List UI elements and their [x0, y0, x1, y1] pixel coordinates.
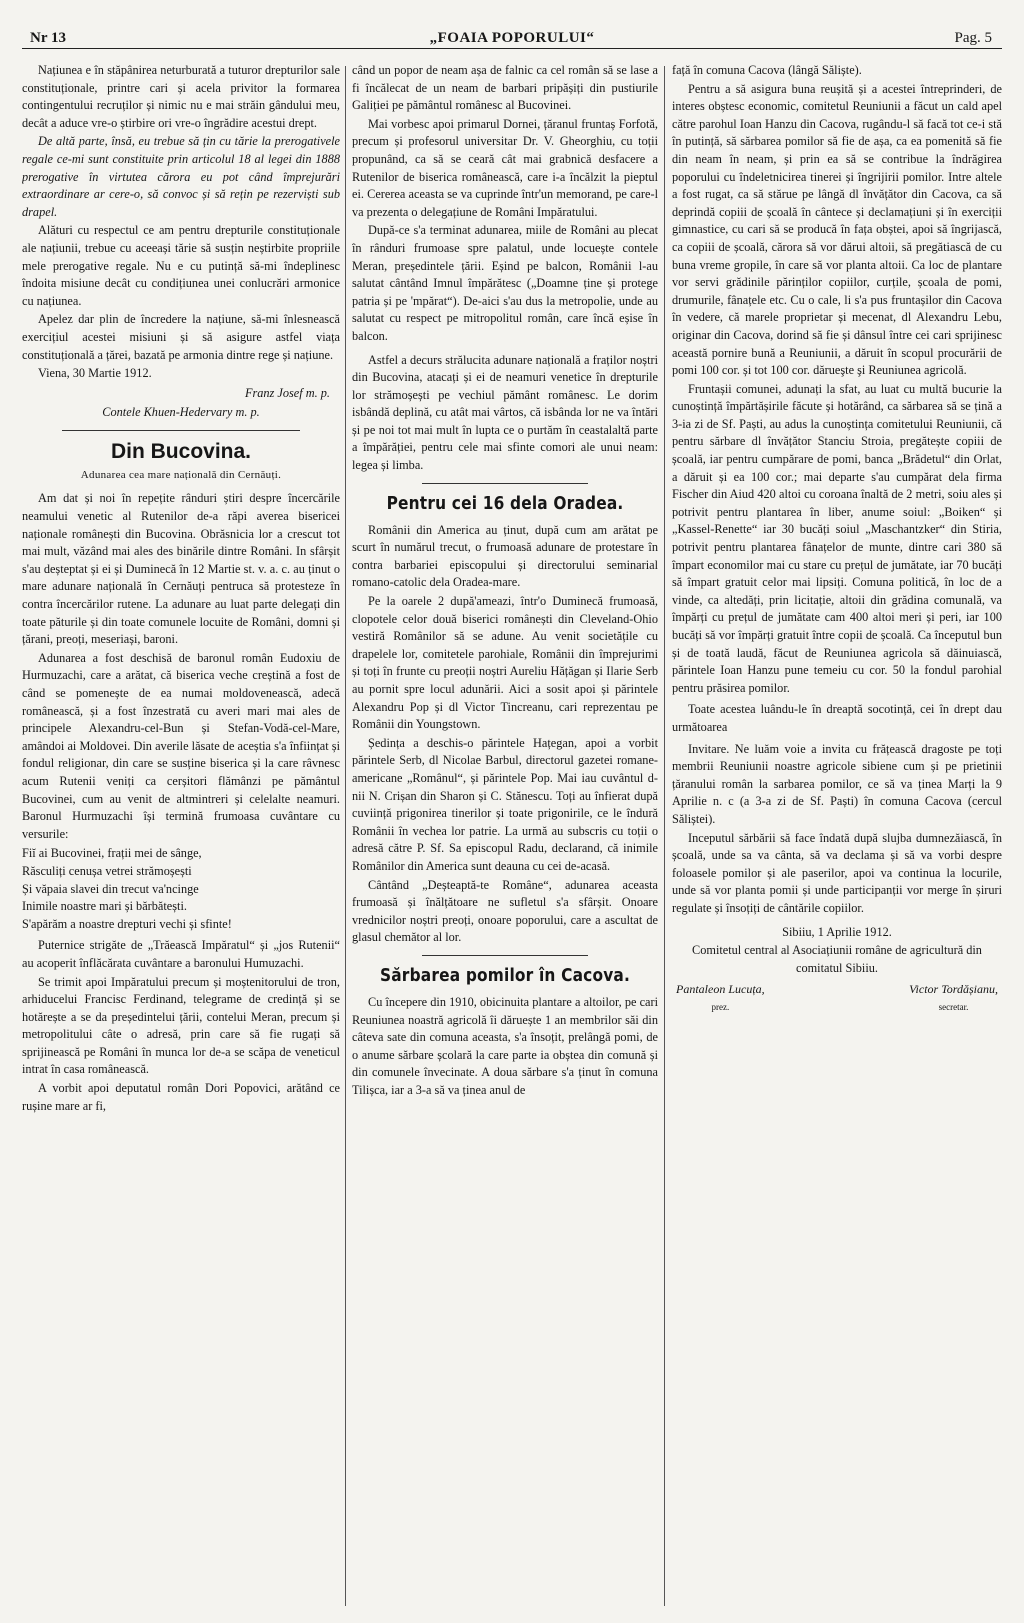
paragraph: Toate acestea luându-le în dreaptă socotință, cei în drept dau următoarea — [672, 702, 1002, 734]
verse-line: Fiĭ ai Bucovinei, frații mei de sânge, — [22, 846, 202, 861]
secretary-name: Victor Tordășianu, — [909, 982, 998, 997]
column-rule-1 — [345, 66, 346, 1606]
column-1 — [22, 62, 340, 1610]
verse-line: S'apărăm a noastre drepturi vechi și sfinte! — [22, 916, 232, 931]
paragraph: Puternice strigăte de „Trăească Impăratul“ și „jos Rutenii“ au acoperit înflăcărata cuvântare a baronului Humuzachi. — [22, 938, 340, 970]
paragraph: Ședința a deschis-o părintele Hațegan, apoi a vorbit părintele Serb, dl Nicolae Barbul, directorul gazetei romane-americane „Românul“, și părintele Pop. Mai iau cuvântul d-nii N. Crișan din Sharon și C. Stănescu. Toți au înfierat după cuviință prigonirea tinerilor și toate prigonirile, ce le îndură Românii în vechea lor patrie. La urmă au subscris cu toții o adresă către P. Sf. Sa episcopul Radu, declarand, că inimile Românilor din America sunt deauna cu cei de-acasă. — [352, 735, 658, 873]
column-3 — [672, 62, 1002, 1610]
paragraph: Invitare. Ne luăm voie a invita cu frățească dragoste pe toți membrii Reuniunii noastre agricole sibiene cum și pe prietinii țăranului român la sarbarea pomilor, ce să va ținea Marți la 9 Aprilie n. c (a 3-a zi de Sf. Paști) în comuna Cacova (cercul Săliștei). — [672, 741, 1002, 826]
column-rule-2 — [664, 66, 665, 1606]
signature-secretary — [909, 981, 998, 1016]
divider — [422, 955, 588, 956]
article-title-bucovina: Din Bucovina. — [110, 439, 252, 463]
column-2 — [352, 62, 658, 1610]
secretary-title: secretar. — [938, 1001, 969, 1012]
paragraph: Mai vorbesc apoi primarul Dornei, țăranul fruntaș Forfotă, precum și profesorul universitar Dr. V. Gheorghiu, cu toții propunând, ca să se ceară cât mai grabnică desfacere a Rutenilor de biserica românească, care i-a încălzit la pieptul ei. Cererea aceasta se va cuprinde într'un memorand, pe care-l va prezenta o delegațiune de Români Impăratului. — [352, 116, 658, 219]
article-subtitle-bucovina: Adunarea cea mare națională din Cernăuți. — [80, 468, 282, 481]
signature-emperor: Franz Josef m. p. — [244, 385, 330, 400]
paragraph: Am dat și noi în repețite rânduri știri despre încercările neamului venetic al Rutenilor de-a răpi averea bisericei naționale românești din Bucovina. Obrăsnicia lor a crescut tot mai mult, văzând mai ales des binările dintre Români. In sfârșit s'au deșteptat și ei și Duminecă în 12 Martie st. v. a. c. au ținut o mare adunare națională în Cernăuți pentruca să protesteze în contra încercărilor rutene. La adunare au luat parte delegați din toate păturile și din toate comunele locuite de Români, domni și țărani, preoți, meseriași, baroni. — [22, 491, 340, 647]
signature-count: Contele Khuen-Hedervary m. p. — [102, 405, 260, 420]
page-number: Pag. 5 — [954, 30, 992, 46]
paragraph: Cântând „Deșteaptă-te Române“, adunarea aceasta frumoasă și înălțătoare ne sufletul s'a sfârșit. Onoare vrednicilor noștri preoți, onoare poporului, care a ascultat de glasul chemător al lor. — [352, 877, 658, 945]
divider — [62, 430, 300, 431]
paragraph: Pe la oarele 2 după'ameazi, într'o Duminecă frumoasă, clopotele celor două biserici românești din Cleveland-Ohio vestiră Românilor să se adune. Au venit societățile cu drapelele lor, comitetele parohiale, Românii din împrejurimi și toți în frunte cu preoții noștri Aureliu Hățăgan și Ilarie Serb au pornit spre locul adunării. Aici a sosit apoi și părintele Alexandru Pop și dl Victor Tincreanu, cari reprezentau pe Românii din Youngstown. — [352, 594, 658, 732]
verse-line: Răsculiți cenușa vetrei strămoșești — [22, 863, 192, 878]
paragraph: Astfel a decurs strălucita adunare națională a fraților noștri din Bucovina, atacați și ei de neamuri venetice în drepturile lor strămoșești pe vechiul pământ românesc. Le dorim isbândă deplină, cu atât mai vârtos, că isbânda lor ne va întări și pe noi tot mai mult în lupta ce o purtăm în ceastalaltă parte a împărăției, pentru cele mai sfinte comori ale unui neam: legea și limba. — [352, 352, 658, 473]
signature-president — [676, 981, 765, 1016]
paragraph: După-ce s'a terminat adunarea, miile de Români au plecat în rânduri frumoase spre palatul, unde locuește contele Meran, președintele țării. Eșind pe balcon, Românii l-au salutat cântând Imnul împărătesc („Doamne ține și protege patria și pe 'mpărat“). De-aici s'au dus la metropolie, unde au salutat cu respect pe mitropolitul român, care încă eșise în balcon. — [352, 223, 658, 343]
article-title-oradea: Pentru cei 16 dela Oradea. — [386, 493, 624, 514]
paragraph: De altă parte, însă, eu trebue să țin cu tărie la prerogativele regale ce-mi sunt constituite prin articolul 18 al legei din 1888 prerogative în virtutea cărora eu pot când împrejurări extraordinare ar cere-o, să convoc și să rețin pe rezerviști sub drapel. — [22, 134, 340, 219]
paragraph: Se trimit apoi Impăratului precum și moștenitorului de tron, arhiducelui Francisc Ferdinand, telegrame de credință și se hotărește a se da președintelui țării, contelui Meran, precum și metropolitului câte o adresă, prin care să fie rugați să sprijinească pe Români în munca lor de-a se scăpa de veneticul intrat în casa românească. — [22, 974, 340, 1077]
president-title: prez. — [711, 1001, 730, 1012]
paragraph: Pentru a să asigura buna reușită și a acestei întreprinderi, de interes obștesc economic, comitetul Reuniunii a făcut un cald apel către parohul Ioan Hanzu din Cacova, rugându-l să facă tot ce-i stă în putință, să sărbarea pomilor să fie de așa, ca ea pomenită să fie din neam în neam, și prin ea să se contribue la îndrăgirea poporului cu îndeletnicirea tinerei și îngrijirii pomilor. Intre altele a fost rugat, ca să stărue pe lângă dl învățător din Cacova, ca să deprindă copiii de școală în cântece și declamațiuni și în exerciții gimnastice, cu cari să se producă în fața obștei, apoi să îngrijască, ca copiii de școală, cărora să vor dărui altoii, să pregătiască de cu buna vreme gropile, în care să vor planta altoii. Ca loc de plantare vor servi grădinile părinților copiilor, curțile, școala de pomi, drumurile, fânațele etc. Cu o cale, li s'a pus fruntașilor din Cacova în vedere, că marele proprietar și mecenat, dl Alexandru Lebu, originar din Cacova, dorind să fie și dânsul între cei cari sprijinesc această pornire bună a Reuniunii, a dăruit în scopul procurării de pomi 100 cor. și tot 100 cor. dărueşte şi Reuniunea agricolă. — [672, 81, 1002, 378]
president-name: Pantaleon Lucuța, — [676, 982, 765, 997]
dateline: Viena, 30 Martie 1912. — [38, 366, 152, 381]
paragraph: Apelez dar plin de încredere la națiune, să-mi înlesnească exercițiul acestei misiuni și să asigure astfel viața constituțională a țărei, bazată pe armonia dintre rege și națiune. — [22, 312, 340, 362]
paragraph: Inceputul sărbării să face îndată după slujba dumnezăiască, în școală, unde sa va cânta, să va declama și să va vorbi despre foloasele pomilor și ale paserilor, apoi va continua la locurile, unde să vor planta pomii și unde participanții vor merge în șiruri regulate și însoțiți de cântările copiilor. — [672, 830, 1002, 915]
article-title-cacova: Sărbarea pomilor în Cacova. — [379, 965, 631, 986]
paragraph: Adunarea a fost deschisă de baronul român Eudoxiu de Hurmuzachi, care a arătat, că biserica veche creștină a fost de când se pomenește de ea numai moldovenească, adecă românească, și a fost înzestrată cu averi mari mai ales de principele Alexandru-cel-Bun și Stefan-Vodă-cel-Mare, amândoi ai Moldovei. Din averile lăsate de aceștia s'a înființat și fondul religionar, din care se susține biserica și la care râvnesc acum Rutenii veniți ca cerșitori flămânzi pe pământul Bucovinei, cum au venit de altmintreri și celelalte neamuri. Baronul Hurmuzachi își termină frumoasa cuvântare cu versurile: — [22, 650, 340, 841]
paragraph: Alături cu respectul ce am pentru drepturile constituționale ale națiunii, trebue cu aceeași tărie să susțin neștirbite propriile mele prerogative regale. Nu e cu putință să-mi îndeplinesc îndoita misiune decât cu condițiunea unei conlucrări armonice cu națiunea. — [22, 223, 340, 308]
paragraph: când un popor de neam așa de falnic ca cel român să se lase a fi încălecat de un neam de barbari pripășiți din pustiurile Galiției pe pământul românesc al Bucovinei. — [352, 63, 658, 113]
verse-block — [22, 845, 340, 933]
page-header — [22, 14, 1002, 49]
signatures — [672, 981, 1002, 1016]
paragraph: Românii din America au ținut, după cum am arătat pe scurt în numărul trecut, o frumoasă adunare de protestare în contra barbariei episcopului și directorului seminarial romano-catolic dela Oradea-mare. — [352, 522, 658, 590]
divider — [422, 483, 588, 484]
paragraph: față în comuna Cacova (lângă Săliște). — [672, 63, 862, 77]
committee-name: Comitetul central al Asociațiunii române de agricultură din comitatul Sibiiu. — [692, 943, 982, 975]
paragraph: Națiunea e în stăpânirea neturburată a tuturor drepturilor sale constituționale, printre cari și acela privitor la formarea contingentului recruților și nimic nu e mai străin gândului meu, decât a aduce vre-o știrbire ori vre-o îngrădire acestui drept. — [22, 63, 340, 130]
dateline: Sibiiu, 1 Aprilie 1912. — [782, 924, 892, 939]
paragraph: Cu începere din 1910, obicinuita plantare a altoilor, pe cari Reuniunea noastră agricolă îi dăruește 1 an membrilor săi din câteva sate din comuna aceasta, s'a însoțit, prelângă pomi, de o anume sărbare școlară la care parte ia obștea din comună și din comunele învecinate. A doua sărbare s'a ținut în comuna Tilișca, iar a 3-a să va ținea anul de — [352, 994, 658, 1097]
paragraph: Fruntașii comunei, adunați la sfat, au luat cu multă bucurie la cunoștință împărtășirile făcute și hotărând, ca sărbarea să se țină a 3-ia zi de Sf. Paști, au adus la cunoștința comitetului Reuniunii, că pentru sărbare dl învățător Stanciu Stroia, pregătește copiii de școală, iar pentru cumpărare de pomi, banca „Brădetul“ din Orlat, a dăruit și ea 100 cor.; mai departe s'au cumpărat dela firma Fischer din Aiud 420 altoi cu coroana înaltă de 2 metri, soiu ales și potrivit pentru plantarea în liber, anume soiul: „Boiken“ și „Kassel-Renette“ iar 30 bucăți soiul „Maschantzker“ din Stiria, potrivit pentru plantarea fânațelor de munte, dintre cari 380 să împart economilor mai cu stare cu prețul de jumătate, iar 70 bucăți să împart gratuit celor mai lipsiți. Comuna politică, în loc de a vinde, ca altedăți, prin licitație, altoii din grădina comunală, va împărți cu prețul de jumătate cam 400 altoi meri și peri, iar 100 bucăți să vor împărți gratuit între copii de școală. Ca începutul bun și de toată laudă, făcut de Reuniunea agricola să dăinuiască, părintele Ioan Hanzu pune temeiu cu cor. 50 la fondul parohial pentru prăsirea pomilor. — [672, 381, 1002, 695]
issue-number: Nr 13 — [30, 30, 66, 46]
newspaper-title: „FOAIA POPORULUI“ — [429, 30, 595, 46]
paragraph: A vorbit apoi deputatul român Dori Popovici, arătând ce rușine mare ar fi, — [22, 1081, 340, 1113]
verse-line: Inimile noastre mari și bărbătești. — [22, 899, 187, 914]
verse-line: Și văpaia slavei din trecut va'ncinge — [22, 881, 199, 896]
